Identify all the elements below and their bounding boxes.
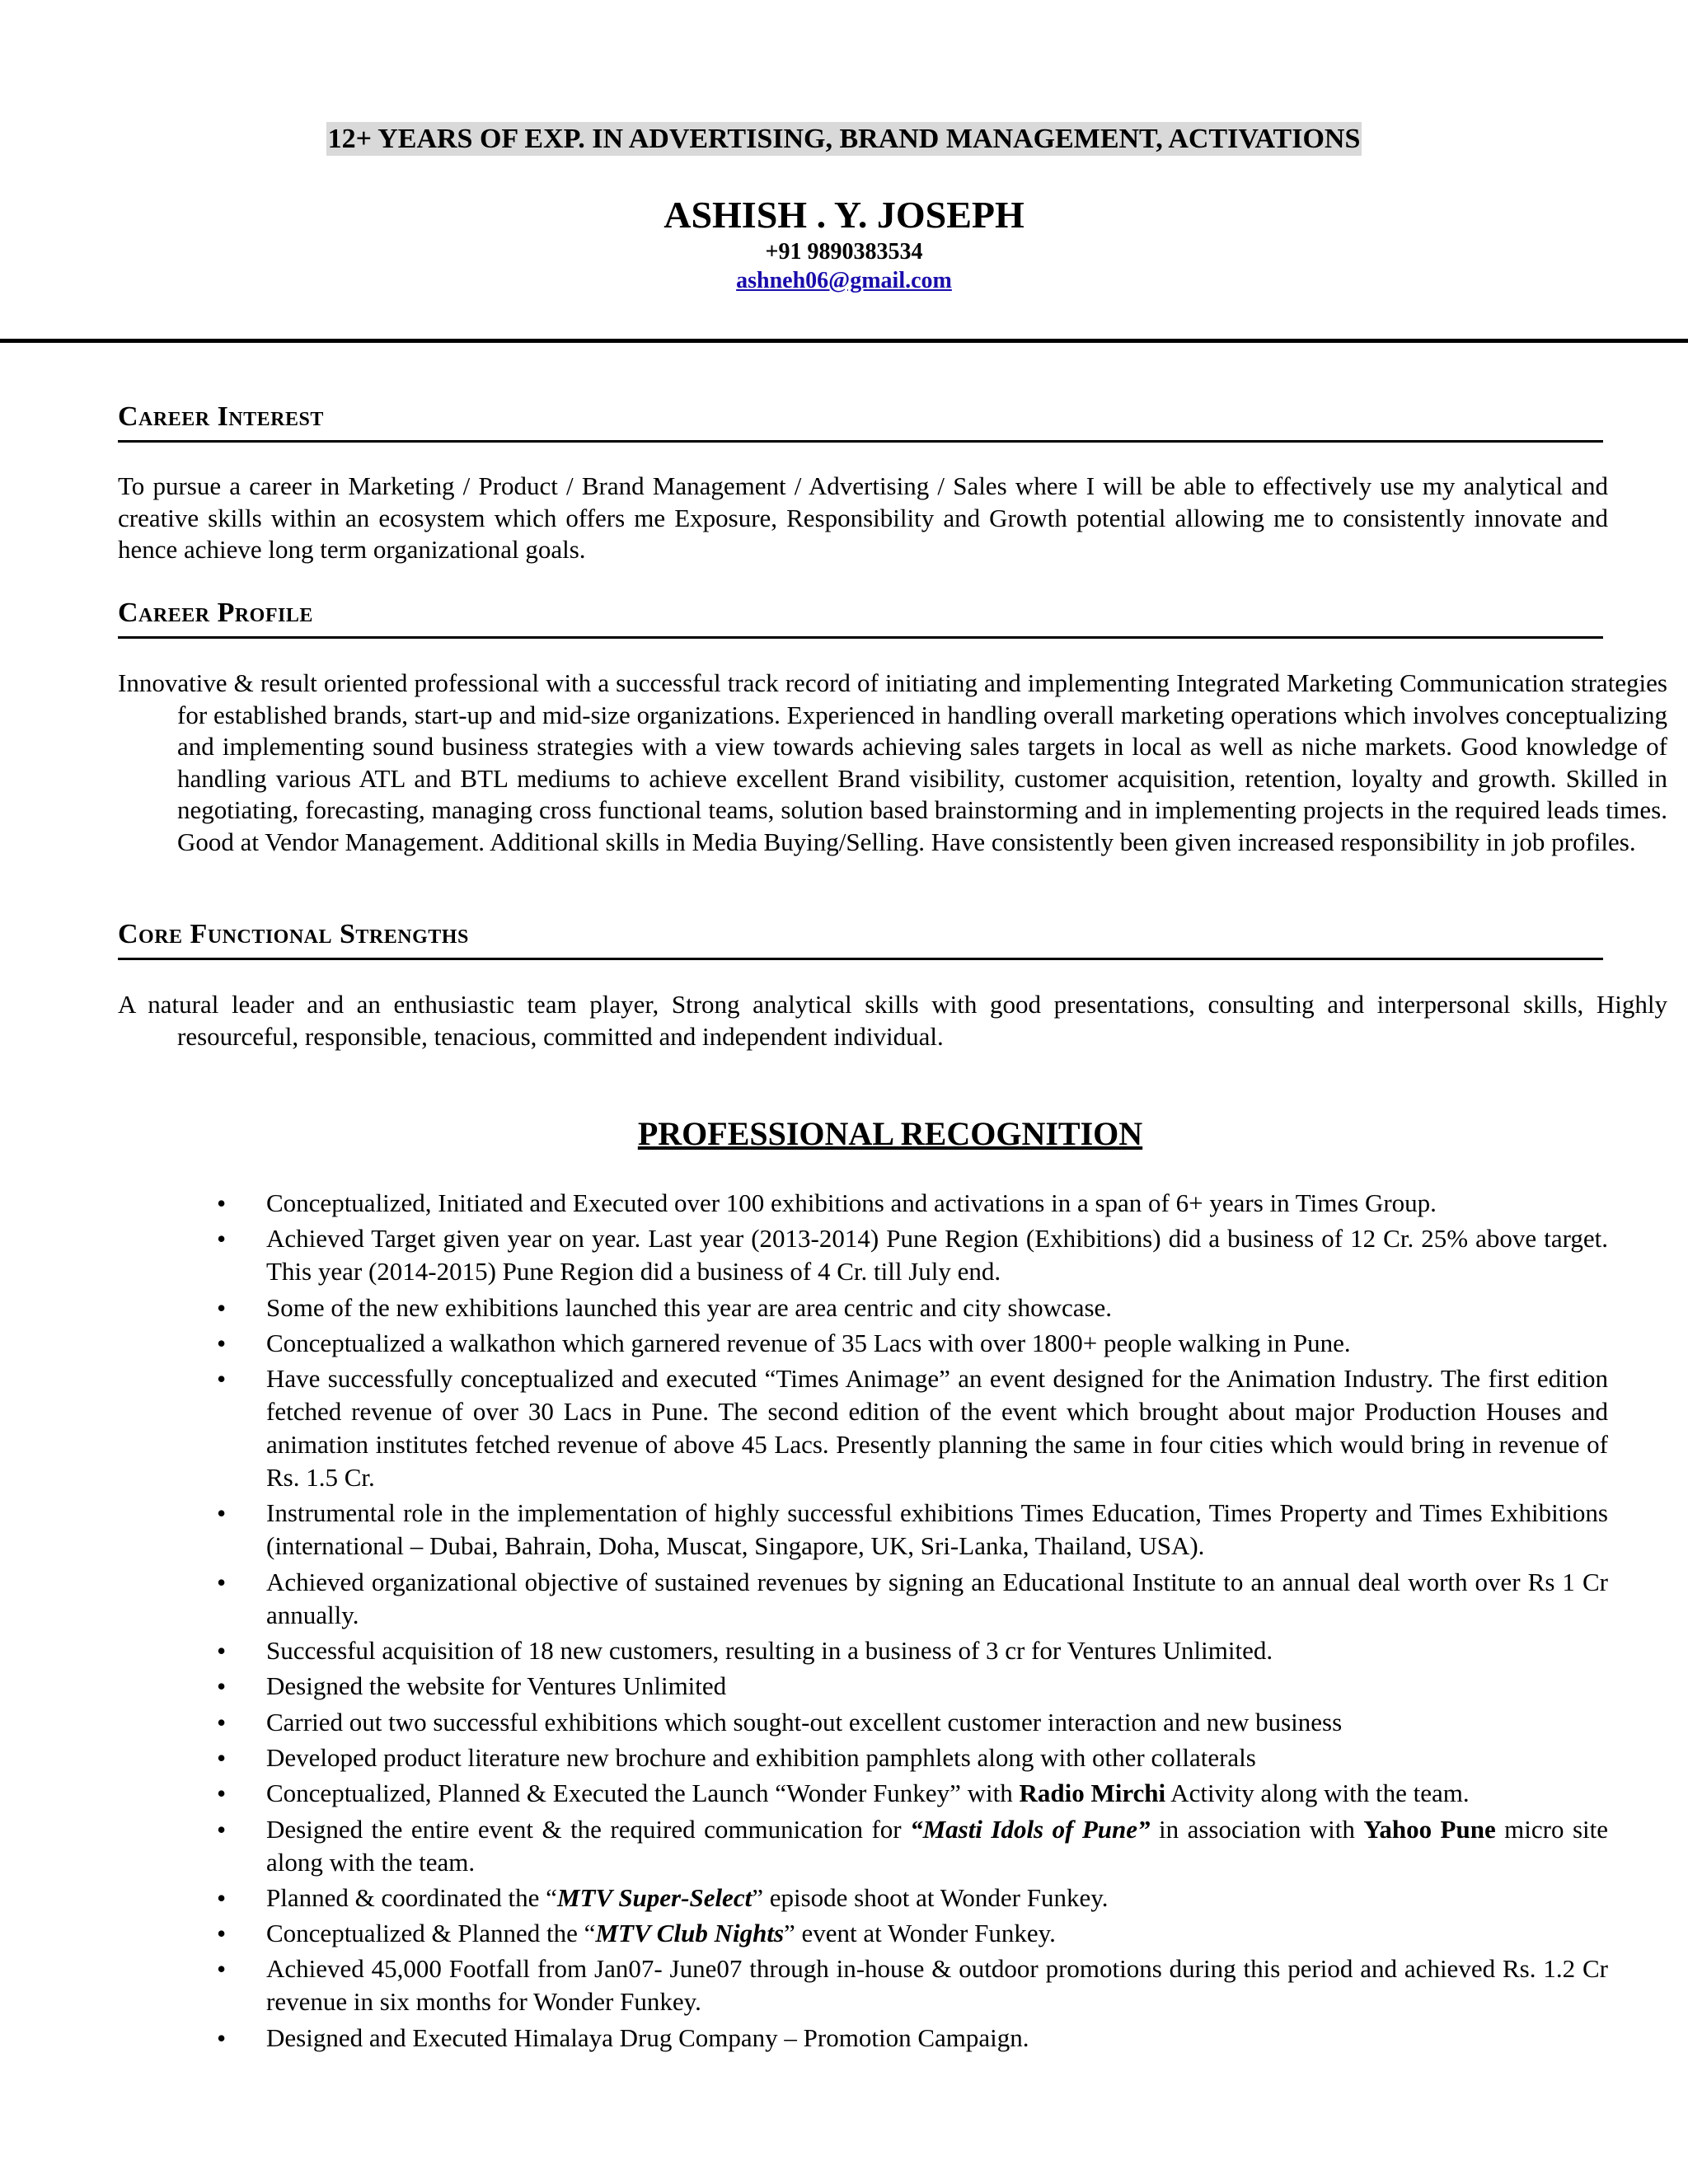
list-item: • Conceptualized, Initiated and Executed over 100 exhibitions and activations in a span of 6+ years in Times Group. bbox=[0, 1187, 1608, 1220]
career-interest-heading: Career Interest bbox=[118, 401, 324, 432]
email-line bbox=[0, 268, 1688, 294]
email-link[interactable]: ashneh06@gmail.com bbox=[736, 268, 952, 293]
list-item: • Successful acquisition of 18 new customers, resulting in a business of 3 cr for Ventures Unlimited. bbox=[0, 1634, 1608, 1667]
list-item: • Conceptualized & Planned the “MTV Club Nights” event at Wonder Funkey. bbox=[0, 1917, 1608, 1950]
core-strengths-heading: Core Functional Strengths bbox=[118, 919, 469, 949]
list-item: • Achieved Target given year on year. Last year (2013-2014) Pune Region (Exhibitions) did a business of 12 Cr. 25% above target. This year (2014-2015) Pune Region did a business of 4 Cr. till July end. bbox=[0, 1222, 1608, 1288]
list-item: • Designed the website for Ventures Unlimited bbox=[0, 1670, 1608, 1703]
career-interest-rule bbox=[118, 440, 1603, 443]
list-item: • Some of the new exhibitions launched this year are area centric and city showcase. bbox=[0, 1291, 1608, 1324]
list-item: • Achieved 45,000 Footfall from Jan07- June07 through in-house & outdoor promotions during this period and achieved Rs. 1.2 Cr revenue in six months for Wonder Funkey. bbox=[0, 1952, 1608, 2018]
list-item: • Developed product literature new brochure and exhibition pamphlets along with other collaterals bbox=[0, 1741, 1608, 1774]
recognition-list bbox=[0, 1187, 1688, 2057]
career-profile-heading: Career Profile bbox=[118, 598, 313, 628]
list-item: • Instrumental role in the implementation of highly successful exhibitions Times Education, Times Property and Times Exhibitions (international – Dubai, Bahrain, Doha, Muscat, Singapore, UK, Sri-Lanka, Thailand, USA). bbox=[0, 1497, 1608, 1563]
professional-recognition-title: PROFESSIONAL RECOGNITION bbox=[637, 1115, 1143, 1152]
list-item: • Have successfully conceptualized and executed “Times Animage” an event designed for the Animation Industry. The first edition fetched revenue of over 30 Lacs in Pune. The second edition of the event which brought about major Production Houses and animation institutes fetched revenue of above 45 Lacs. Presently planning the same in four cities which would bring in revenue of Rs. 1.5 Cr. bbox=[0, 1362, 1608, 1494]
experience-banner: 12+ YEARS OF EXP. IN ADVERTISING, BRAND MANAGEMENT, ACTIVATIONS bbox=[327, 124, 1361, 154]
career-profile-text: Innovative & result oriented professional with a successful track record of initiating and implementing Integrated Marketing Communication strategies for established brands, start-up and mid-size organizations. Experienced in handling overall marketing operations which involves conceptualizing and implementing sound business strategies with a view towards achieving sales targets in local as well as niche markets. Good knowledge of handling various ATL and BTL mediums to achieve excellent Brand visibility, customer acquisition, retention, loyalty and growth. Skilled in negotiating, forecasting, managing cross functional teams, solution based brainstorming and in implementing projects in the required leads times. Good at Vendor Management. Additional skills in Media Buying/Selling. Have consistently been given increased responsibility in job profiles. bbox=[118, 668, 1667, 856]
candidate-name: ASHISH . Y. JOSEPH bbox=[663, 194, 1025, 236]
list-item: • Conceptualized, Planned & Executed the Launch “Wonder Funkey” with Radio Mirchi Activity along with the team. bbox=[0, 1777, 1608, 1810]
career-interest-text: To pursue a career in Marketing / Product / Brand Management / Advertising / Sales where I will be able to effectively use my analytical and creative skills within an ecosystem which offers me Exposure, Responsibility and Growth potential allowing me to consistently innovate and hence achieve long term organizational goals. bbox=[118, 471, 1608, 564]
list-item: • Conceptualized a walkathon which garnered revenue of 35 Lacs with over 1800+ people walking in Pune. bbox=[0, 1327, 1608, 1360]
list-item: • Achieved organizational objective of sustained revenues by signing an Educational Institute to an annual deal worth over Rs 1 Cr annually. bbox=[0, 1566, 1608, 1632]
header-divider bbox=[0, 339, 1688, 343]
core-strengths-rule bbox=[118, 958, 1603, 960]
phone-number: +91 9890383534 bbox=[765, 239, 923, 265]
list-item: • Carried out two successful exhibitions which sought-out excellent customer interaction and new business bbox=[0, 1706, 1608, 1739]
list-item: • Designed the entire event & the required communication for “Masti Idols of Pune” in association with Yahoo Pune micro site along with the team. bbox=[0, 1813, 1608, 1879]
career-profile-rule bbox=[118, 636, 1603, 639]
core-strengths-text: A natural leader and an enthusiastic team player, Strong analytical skills with good presentations, consulting and interpersonal skills, Highly resourceful, responsible, tenacious, committed and independent individual. bbox=[118, 990, 1667, 1051]
list-item: • Planned & coordinated the “MTV Super-Select” episode shoot at Wonder Funkey. bbox=[0, 1882, 1608, 1915]
list-item: • Designed and Executed Himalaya Drug Company – Promotion Campaign. bbox=[0, 2022, 1608, 2055]
